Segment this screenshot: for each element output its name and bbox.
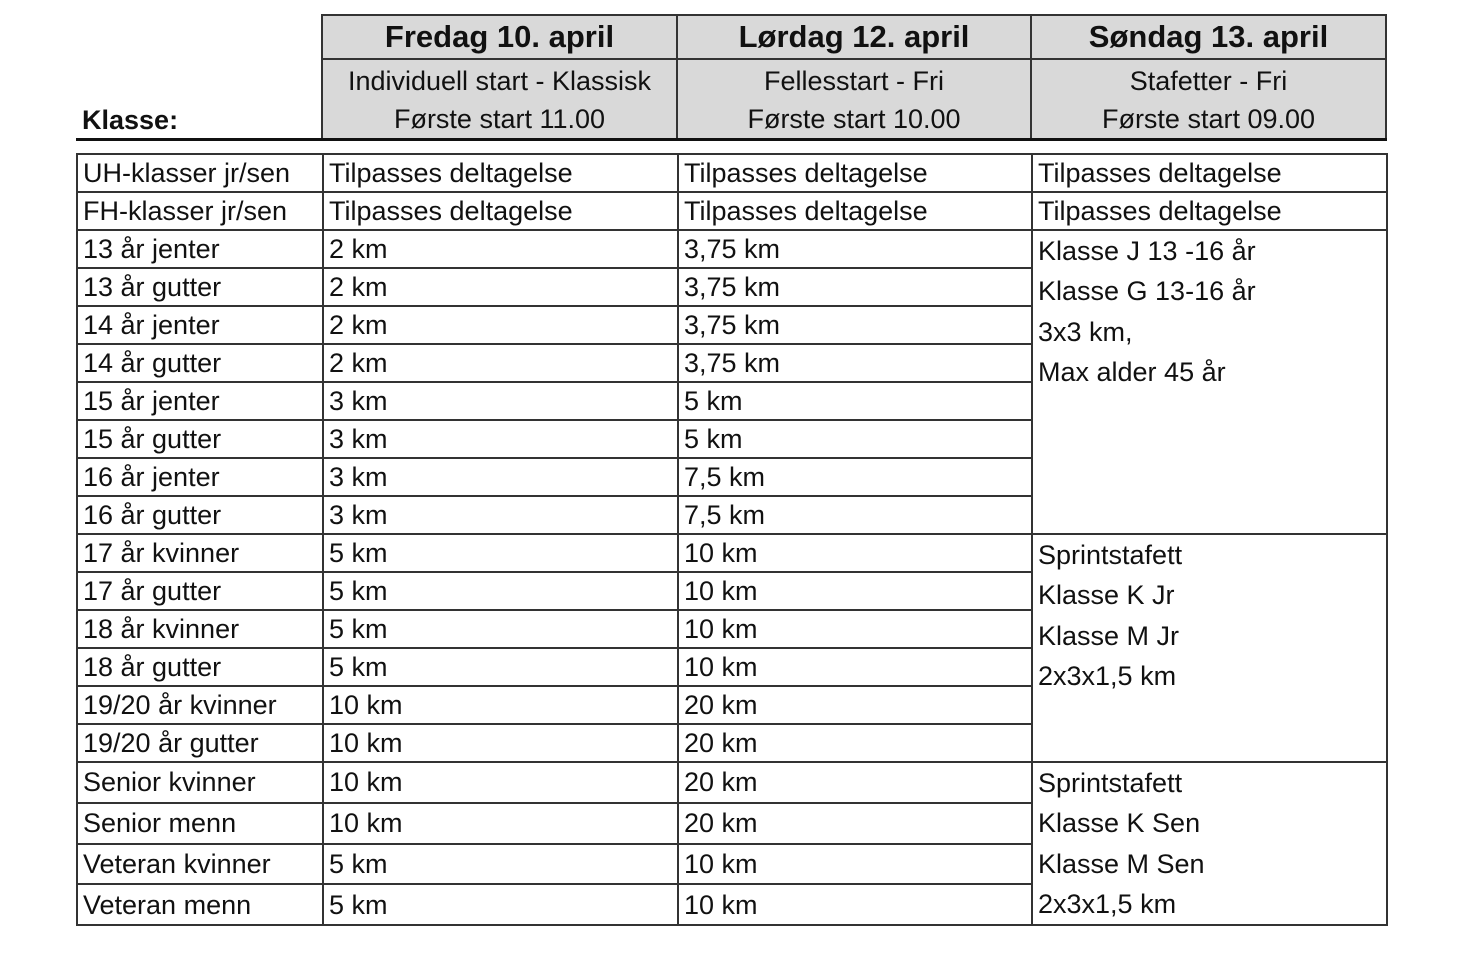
fredag-cell: 2 km: [323, 344, 678, 382]
schedule-header: [76, 14, 1387, 141]
sondag-cell: Tilpasses deltagelse: [1032, 192, 1387, 230]
fredag-cell: 5 km: [323, 884, 678, 925]
fredag-cell: 3 km: [323, 382, 678, 420]
klasse-cell: Senior menn: [77, 803, 323, 844]
klasse-cell: 14 år gutter: [77, 344, 323, 382]
lordag-cell: 3,75 km: [678, 268, 1032, 306]
table-row: [77, 230, 1387, 268]
group-line: Klasse M Jr: [1038, 620, 1180, 651]
sondag-group-sprint-senior: [1032, 762, 1387, 925]
klasse-cell: 18 år gutter: [77, 648, 323, 686]
fredag-cell: 3 km: [323, 458, 678, 496]
group-line: 2x3x1,5 km: [1038, 888, 1177, 919]
table-row: [77, 762, 1387, 803]
lordag-cell: 20 km: [678, 762, 1032, 803]
fredag-cell: 5 km: [323, 610, 678, 648]
lordag-cell: 10 km: [678, 572, 1032, 610]
klasse-cell: 19/20 år kvinner: [77, 686, 323, 724]
lordag-cell: 20 km: [678, 724, 1032, 762]
lordag-cell: 10 km: [678, 884, 1032, 925]
group-line: Max alder 45 år: [1038, 356, 1226, 387]
group-line: Klasse J 13 -16 år: [1038, 236, 1256, 266]
fredag-cell: 2 km: [323, 268, 678, 306]
group-line: Klasse G 13-16 år: [1038, 276, 1256, 307]
group-line: Klasse K Jr: [1038, 580, 1175, 611]
group-line: Sprintstafett: [1038, 768, 1183, 798]
table-row: [77, 154, 1387, 192]
day-title-sondag: Søndag 13. april: [1031, 15, 1386, 59]
klasse-cell: 19/20 år gutter: [77, 724, 323, 762]
fredag-cell: 10 km: [323, 762, 678, 803]
lordag-cell: 5 km: [678, 382, 1032, 420]
sondag-cell: Tilpasses deltagelse: [1032, 154, 1387, 192]
group-line: 3x3 km,: [1038, 316, 1133, 347]
klasse-cell: FH-klasser jr/sen: [77, 192, 323, 230]
klasse-cell: Veteran kvinner: [77, 844, 323, 885]
lordag-cell: 5 km: [678, 420, 1032, 458]
sondag-group-junior: [1032, 230, 1387, 534]
day-first-start: Første start 11.00: [393, 104, 606, 134]
klasse-cell: 17 år gutter: [77, 572, 323, 610]
fredag-cell: 10 km: [323, 724, 678, 762]
fredag-cell: 5 km: [323, 572, 678, 610]
lordag-cell: Tilpasses deltagelse: [678, 192, 1032, 230]
klasse-cell: 16 år jenter: [77, 458, 323, 496]
lordag-cell: 3,75 km: [678, 230, 1032, 268]
group-line: 2x3x1,5 km: [1038, 660, 1177, 691]
fredag-cell: 5 km: [323, 844, 678, 885]
lordag-cell: 10 km: [678, 534, 1032, 572]
fredag-cell: 2 km: [323, 306, 678, 344]
class-distance-table: [76, 153, 1388, 926]
table-body: [77, 154, 1387, 925]
lordag-cell: 3,75 km: [678, 306, 1032, 344]
klasse-cell: Senior kvinner: [77, 762, 323, 803]
fredag-cell: 5 km: [323, 534, 678, 572]
day-format: Individuell start - Klassisk: [347, 66, 652, 96]
fredag-cell: 2 km: [323, 230, 678, 268]
lordag-cell: 7,5 km: [678, 496, 1032, 534]
klasse-label: Klasse:: [76, 15, 322, 140]
lordag-cell: 20 km: [678, 686, 1032, 724]
lordag-cell: 3,75 km: [678, 344, 1032, 382]
table-row: [77, 534, 1387, 572]
fredag-cell: Tilpasses deltagelse: [323, 154, 678, 192]
lordag-cell: 10 km: [678, 648, 1032, 686]
lordag-cell: Tilpasses deltagelse: [678, 154, 1032, 192]
fredag-cell: Tilpasses deltagelse: [323, 192, 678, 230]
klasse-cell: 14 år jenter: [77, 306, 323, 344]
klasse-cell: 13 år jenter: [77, 230, 323, 268]
day-title-fredag: Fredag 10. april: [322, 15, 677, 59]
klasse-cell: UH-klasser jr/sen: [77, 154, 323, 192]
group-line: Klasse M Sen: [1038, 848, 1205, 879]
fredag-cell: 3 km: [323, 420, 678, 458]
klasse-cell: 13 år gutter: [77, 268, 323, 306]
day-format: Fellesstart - Fri: [763, 66, 944, 96]
lordag-cell: 20 km: [678, 803, 1032, 844]
table-row: [77, 192, 1387, 230]
fredag-cell: 10 km: [323, 686, 678, 724]
klasse-cell: 16 år gutter: [77, 496, 323, 534]
day-info-lordag: [677, 59, 1031, 140]
lordag-cell: 7,5 km: [678, 458, 1032, 496]
day-first-start: Første start 09.00: [1101, 104, 1316, 134]
group-line: Sprintstafett: [1038, 540, 1183, 570]
lordag-cell: 10 km: [678, 844, 1032, 885]
sondag-group-sprint-junior: [1032, 534, 1387, 762]
day-info-fredag: [322, 59, 677, 140]
fredag-cell: 5 km: [323, 648, 678, 686]
klasse-cell: 18 år kvinner: [77, 610, 323, 648]
klasse-cell: 15 år gutter: [77, 420, 323, 458]
fredag-cell: 10 km: [323, 803, 678, 844]
day-format: Stafetter - Fri: [1129, 66, 1288, 96]
klasse-cell: 15 år jenter: [77, 382, 323, 420]
group-line: Klasse K Sen: [1038, 808, 1201, 839]
day-info-sondag: [1031, 59, 1386, 140]
klasse-cell: Veteran menn: [77, 884, 323, 925]
lordag-cell: 10 km: [678, 610, 1032, 648]
fredag-cell: 3 km: [323, 496, 678, 534]
day-title-lordag: Lørdag 12. april: [677, 15, 1031, 59]
klasse-cell: 17 år kvinner: [77, 534, 323, 572]
day-first-start: Første start 10.00: [747, 104, 961, 134]
